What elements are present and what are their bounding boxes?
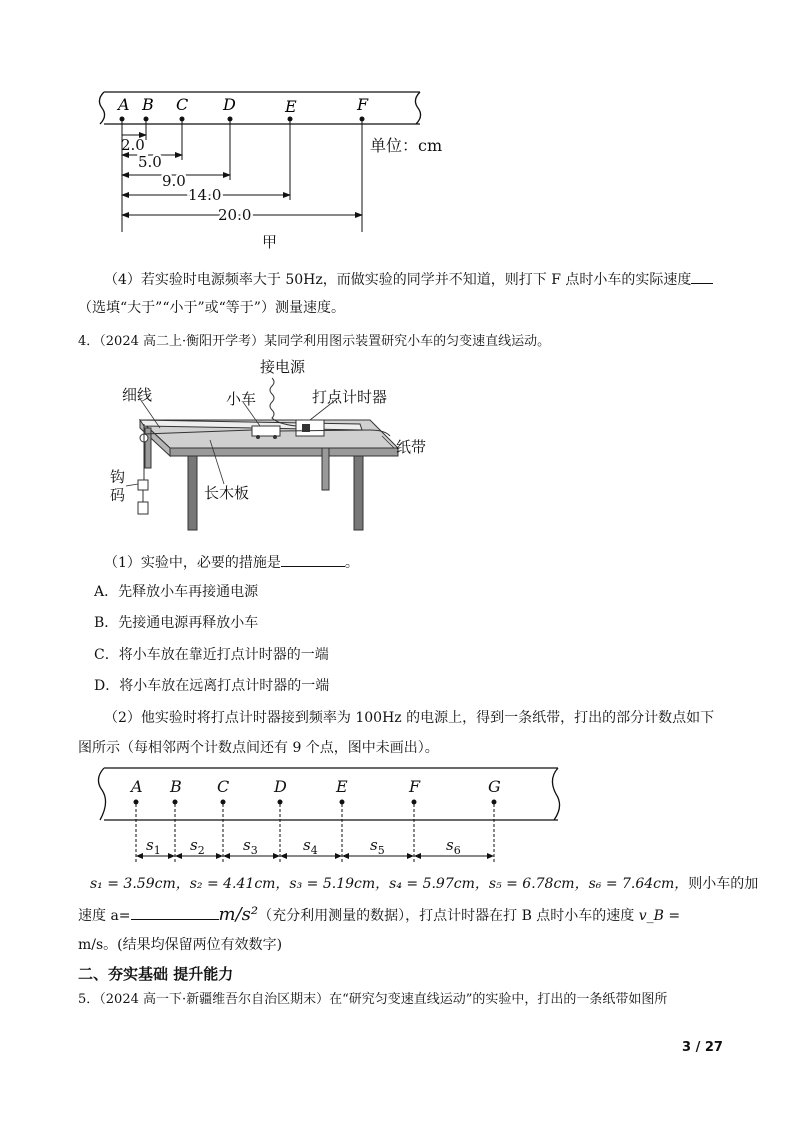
label-cart: 小车: [226, 390, 257, 408]
segment-s1: $s_1$: [146, 836, 161, 857]
point-label-F: F: [409, 777, 421, 796]
option-C: C．将小车放在靠近打点计时器的一端: [94, 647, 329, 663]
label-board: 长木板: [204, 484, 250, 502]
dot-B: [173, 800, 178, 805]
dot-E: [340, 800, 345, 805]
dot-D: [278, 800, 283, 805]
measure-14-0: 14.0: [188, 186, 222, 204]
point-label-D: D: [223, 95, 236, 114]
label-tape: 纸带: [396, 438, 427, 456]
segment-s6: $s_6$: [446, 836, 461, 857]
table-leg: [188, 456, 197, 530]
table-leg: [354, 456, 363, 530]
dot-G: [492, 800, 497, 805]
result-note-line: m/s。(结果均保留两位有效数字): [78, 937, 283, 953]
q4-part4-line1: （4）若实验时电源频率大于 50Hz，而做实验的同学并不知道，则打下 F 点时小车的实际速度: [104, 269, 713, 290]
q4-part4-line2: （选填“大于”“小于”或“等于”）测量速度。: [78, 300, 345, 316]
part2-line2: 图所示（每相邻两个计数点间还有 9 个点，图中未画出）。: [78, 740, 439, 756]
apparatus-figure: [100, 358, 430, 538]
point-label-F: F: [357, 95, 369, 114]
point-label-E: E: [285, 97, 297, 116]
point-label-B: B: [170, 777, 182, 796]
option-A: A．先释放小车再接通电源: [94, 584, 259, 600]
problem-5-header: 5．（2024 高一下·新疆维吾尔自治区期末）在“研究匀变速直线运动”的实验中，打出的一条纸带如图所: [78, 992, 668, 1007]
measure-5-0: 5.0: [138, 153, 162, 171]
point-label-D: D: [274, 777, 287, 796]
dot-A: [134, 800, 139, 805]
section-heading: 二、夯实基础 提升能力: [78, 965, 234, 983]
answer-blank-acceleration[interactable]: [131, 905, 219, 920]
power-wire: [270, 378, 296, 426]
label-timer: 打点计时器: [312, 388, 388, 406]
table-leg: [322, 448, 329, 490]
measure-9-0: 9.0: [162, 172, 186, 190]
hook-weight: [138, 502, 148, 514]
label-power: 接电源: [260, 358, 306, 376]
tape-figure-2: [90, 764, 570, 868]
point-label-C: C: [217, 777, 230, 796]
point-label-G: G: [488, 777, 501, 796]
point-label-A: A: [118, 95, 130, 114]
figure-caption-jia: 甲: [262, 233, 278, 251]
point-label-C: C: [176, 95, 189, 114]
point-label-B: B: [142, 95, 154, 114]
segment-s4: $s_4$: [303, 836, 318, 857]
part2-line1: （2）他实验时将打点计时器接到频率为 100Hz 的电源上，得到一条纸带，打出的部分计数点如下: [104, 710, 715, 726]
page-number: 3 / 27: [682, 1040, 723, 1055]
measurement-values-line: s₁ = 3.59cm，s₂ = 4.41cm，s₃ = 5.19cm，s₄ = 5.97cm，s₅ = 6.78cm，s₆ = 7.64cm，则小车的加: [90, 876, 759, 892]
point-label-E: E: [336, 777, 348, 796]
acceleration-line: 速度 a= m/s²（充分利用测量的数据），打点计时器在打 B 点时小车的速度 v_B =: [78, 904, 681, 925]
segment-s5: $s_5$: [370, 836, 385, 857]
label-hook-2: 码: [110, 486, 126, 504]
tape-figure-jia: [90, 82, 470, 252]
measure-20-0: 20.0: [218, 206, 252, 224]
hook-weight: [138, 480, 148, 490]
option-D: D．将小车放在远离打点计时器的一端: [94, 678, 330, 694]
unit-label: 单位：cm: [370, 136, 443, 155]
point-label-A: A: [131, 777, 143, 796]
dot-C: [221, 800, 226, 805]
segment-s3: $s_3$: [243, 836, 258, 857]
option-B: B．先接通电源再释放小车: [94, 615, 259, 631]
answer-blank-measures[interactable]: [281, 552, 345, 567]
cart: [252, 426, 280, 436]
segment-s2: $s_2$: [190, 836, 205, 857]
part1-question: （1）实验中，必要的措施是 。: [104, 552, 359, 573]
problem-4-header: 4．（2024 高二上·衡阳开学考）某同学利用图示装置研究小车的匀变速直线运动。: [78, 334, 551, 349]
label-hook-1: 钩: [110, 468, 126, 486]
answer-blank-speed[interactable]: [691, 269, 713, 284]
dot-F: [412, 800, 417, 805]
measure-2-0: 2.0: [121, 136, 145, 154]
label-thread: 细线: [122, 386, 153, 404]
